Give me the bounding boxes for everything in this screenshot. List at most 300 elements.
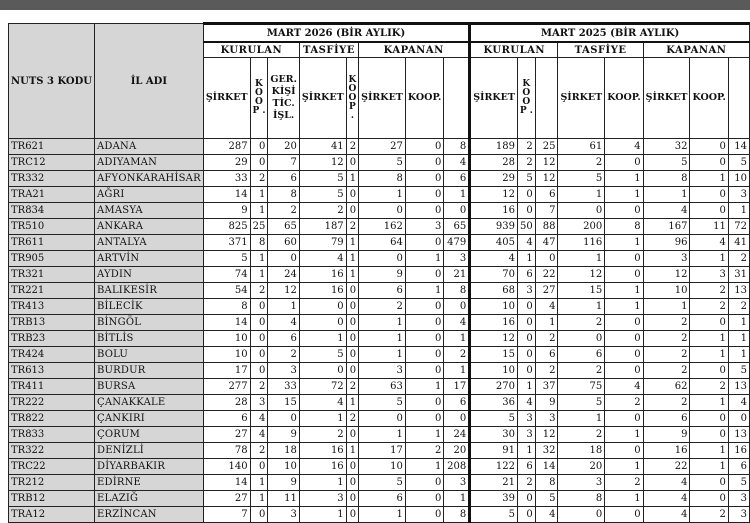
value-cell: 12	[470, 331, 518, 347]
value-cell: 1	[728, 315, 749, 331]
value-cell: 0	[605, 251, 643, 267]
value-cell: 88	[535, 219, 558, 235]
province-name-cell: EDİRNE	[94, 475, 203, 491]
col-sirket: ŞİRKET	[299, 58, 346, 139]
col-sirket: ŞİRKET	[203, 58, 250, 139]
value-cell: 10	[268, 459, 300, 475]
value-cell: 3	[444, 475, 470, 491]
value-cell: 2	[444, 347, 470, 363]
value-cell: 0	[558, 507, 605, 523]
value-cell: 270	[470, 379, 518, 395]
value-cell: 31	[728, 267, 749, 283]
value-cell: 0	[405, 235, 443, 251]
value-cell: 0	[250, 507, 268, 523]
value-cell: 2	[405, 443, 443, 459]
period-2026-header: MART 2026 (BİR AYLIK)	[203, 24, 469, 43]
value-cell: 1	[346, 251, 358, 267]
province-name-cell: ÇANKIRI	[94, 411, 203, 427]
value-cell: 0	[605, 507, 643, 523]
value-cell: 36	[470, 395, 518, 411]
table-row	[9, 235, 750, 251]
value-cell: 2	[690, 379, 728, 395]
value-cell: 15	[268, 395, 300, 411]
value-cell: 0	[346, 331, 358, 347]
value-cell: 5	[643, 155, 690, 171]
value-cell: 1	[405, 251, 443, 267]
value-cell: 1	[359, 315, 406, 331]
value-cell: 5	[470, 507, 518, 523]
value-cell: 0	[346, 315, 358, 331]
value-cell: 0	[690, 155, 728, 171]
province-name-cell: AYDIN	[94, 267, 203, 283]
table-row	[9, 331, 750, 347]
value-cell: 6	[359, 491, 406, 507]
value-cell: 9	[268, 475, 300, 491]
value-cell: 5	[558, 171, 605, 187]
value-cell: 0	[299, 363, 346, 379]
value-cell: 0	[346, 283, 358, 299]
value-cell: 32	[643, 139, 690, 155]
value-cell: 17	[444, 379, 470, 395]
value-cell: 10	[359, 459, 406, 475]
value-cell: 1	[517, 251, 535, 267]
value-cell: 1	[250, 267, 268, 283]
value-cell: 0	[268, 411, 300, 427]
value-cell: 0	[405, 507, 443, 523]
value-cell: 0	[405, 299, 443, 315]
value-cell: 25	[250, 219, 268, 235]
province-name-cell: ANKARA	[94, 219, 203, 235]
value-cell: 1	[444, 331, 470, 347]
province-name-cell: BALIKESİR	[94, 283, 203, 299]
value-cell: 0	[346, 427, 358, 443]
value-cell: 167	[643, 219, 690, 235]
value-cell: 16	[299, 459, 346, 475]
value-cell: 5	[728, 475, 749, 491]
value-cell: 2	[359, 299, 406, 315]
value-cell: 1	[605, 299, 643, 315]
province-name-cell: BİTLİS	[94, 331, 203, 347]
value-cell: 24	[444, 427, 470, 443]
value-cell: 1	[359, 427, 406, 443]
nuts-code-cell: TR413	[9, 299, 95, 315]
value-cell: 2	[605, 475, 643, 491]
kapanan-2026-header: KAPANAN	[359, 42, 470, 58]
value-cell: 0	[690, 363, 728, 379]
value-cell: 2	[250, 379, 268, 395]
table-row	[9, 219, 750, 235]
value-cell: 0	[405, 139, 443, 155]
value-cell: 1	[346, 443, 358, 459]
value-cell: 28	[203, 395, 250, 411]
value-cell: 1	[359, 187, 406, 203]
value-cell: 65	[268, 219, 300, 235]
value-cell: 8	[359, 171, 406, 187]
value-cell: 0	[517, 507, 535, 523]
kapanan-2025-header: KAPANAN	[643, 42, 749, 58]
value-cell: 2	[605, 395, 643, 411]
value-cell: 3	[268, 363, 300, 379]
province-name-cell: ELAZIĞ	[94, 491, 203, 507]
value-cell: 2	[728, 251, 749, 267]
value-cell: 17	[359, 443, 406, 459]
table-body	[9, 139, 750, 523]
value-cell: 8	[203, 299, 250, 315]
nuts-code-cell: TR321	[9, 267, 95, 283]
value-cell: 12	[299, 155, 346, 171]
value-cell: 5	[359, 395, 406, 411]
value-cell: 1	[299, 331, 346, 347]
value-cell: 2	[517, 155, 535, 171]
value-cell: 4	[535, 507, 558, 523]
value-cell: 1	[643, 187, 690, 203]
nuts-code-cell: TR834	[9, 203, 95, 219]
value-cell: 2	[558, 363, 605, 379]
value-cell: 0	[690, 411, 728, 427]
value-cell: 5	[299, 347, 346, 363]
col-sirket: ŞİRKET	[470, 58, 518, 139]
value-cell: 0	[405, 267, 443, 283]
value-cell: 0	[517, 187, 535, 203]
value-cell: 62	[643, 379, 690, 395]
value-cell: 9	[203, 203, 250, 219]
value-cell: 2	[690, 507, 728, 523]
table-row	[9, 459, 750, 475]
value-cell: 1	[444, 363, 470, 379]
value-cell: 79	[299, 235, 346, 251]
value-cell: 0	[444, 203, 470, 219]
table-row	[9, 347, 750, 363]
table-row	[9, 315, 750, 331]
nuts-code-cell: TRC22	[9, 459, 95, 475]
value-cell: 0	[250, 315, 268, 331]
value-cell: 0	[444, 411, 470, 427]
value-cell: 1	[346, 395, 358, 411]
nuts-code-cell: TR424	[9, 347, 95, 363]
value-cell: 1	[643, 299, 690, 315]
value-cell: 4	[470, 251, 518, 267]
value-cell: 1	[359, 347, 406, 363]
value-cell: 6	[268, 171, 300, 187]
value-cell: 11	[268, 491, 300, 507]
value-cell: 0	[690, 315, 728, 331]
value-cell: 16	[299, 267, 346, 283]
value-cell: 8	[535, 475, 558, 491]
value-cell: 0	[605, 155, 643, 171]
value-cell: 65	[444, 219, 470, 235]
value-cell: 3	[728, 507, 749, 523]
value-cell: 0	[690, 139, 728, 155]
nuts-code-cell: TR905	[9, 251, 95, 267]
value-cell: 1	[444, 187, 470, 203]
value-cell: 15	[470, 347, 518, 363]
value-cell: 371	[203, 235, 250, 251]
kurulan-2025-header: KURULAN	[470, 42, 558, 58]
value-cell: 4	[605, 379, 643, 395]
value-cell: 78	[203, 443, 250, 459]
value-cell: 2	[690, 283, 728, 299]
value-cell: 200	[558, 219, 605, 235]
value-cell: 4	[690, 235, 728, 251]
value-cell: 0	[517, 347, 535, 363]
nuts-code-cell: TR833	[9, 427, 95, 443]
value-cell: 10	[203, 347, 250, 363]
value-cell: 4	[444, 315, 470, 331]
value-cell: 0	[299, 299, 346, 315]
value-cell: 16	[299, 443, 346, 459]
value-cell: 4	[517, 395, 535, 411]
value-cell: 1	[605, 235, 643, 251]
value-cell: 2	[728, 299, 749, 315]
value-cell: 4	[250, 411, 268, 427]
value-cell: 6	[517, 459, 535, 475]
value-cell: 7	[268, 155, 300, 171]
tasfiye-2025-header: TASFİYE	[558, 42, 643, 58]
value-cell: 22	[535, 267, 558, 283]
province-name-cell: BURDUR	[94, 363, 203, 379]
value-cell: 5	[535, 491, 558, 507]
col-koop: K O O P .	[250, 58, 268, 139]
province-name-cell: AĞRI	[94, 187, 203, 203]
value-cell: 12	[470, 187, 518, 203]
value-cell: 1	[299, 475, 346, 491]
province-name-cell: BİNGÖL	[94, 315, 203, 331]
value-cell: 0	[690, 187, 728, 203]
value-cell: 12	[535, 171, 558, 187]
value-cell: 1	[558, 299, 605, 315]
value-cell: 3	[517, 411, 535, 427]
value-cell: 5	[359, 155, 406, 171]
value-cell: 0	[605, 331, 643, 347]
value-cell: 8	[250, 235, 268, 251]
value-cell: 8	[444, 283, 470, 299]
value-cell: 6	[558, 347, 605, 363]
value-cell: 8	[444, 139, 470, 155]
value-cell: 0	[359, 203, 406, 219]
value-cell: 6	[268, 331, 300, 347]
value-cell: 6	[203, 411, 250, 427]
value-cell: 1	[250, 491, 268, 507]
col-koop: K O O P .	[517, 58, 535, 139]
nuts-code-header: NUTS 3 KODU	[9, 24, 95, 139]
table-row	[9, 507, 750, 523]
value-cell: 1	[444, 491, 470, 507]
value-cell: 8	[605, 219, 643, 235]
value-cell: 4	[268, 315, 300, 331]
col-sirket: ŞİRKET	[558, 58, 605, 139]
value-cell: 3	[643, 251, 690, 267]
value-cell: 0	[405, 491, 443, 507]
col-sirket: ŞİRKET	[359, 58, 406, 139]
value-cell: 0	[517, 491, 535, 507]
value-cell: 162	[359, 219, 406, 235]
value-cell: 2	[250, 171, 268, 187]
value-cell: 12	[535, 155, 558, 171]
table-row	[9, 475, 750, 491]
value-cell: 2	[299, 427, 346, 443]
value-cell: 4	[643, 475, 690, 491]
value-cell: 3	[728, 491, 749, 507]
value-cell: 187	[299, 219, 346, 235]
value-cell: 70	[470, 267, 518, 283]
table-row	[9, 443, 750, 459]
value-cell: 2	[535, 331, 558, 347]
value-cell: 2	[558, 315, 605, 331]
value-cell: 140	[203, 459, 250, 475]
value-cell: 63	[359, 379, 406, 395]
window-top-bar	[0, 0, 750, 10]
nuts-code-cell: TR222	[9, 395, 95, 411]
value-cell: 37	[535, 379, 558, 395]
value-cell: 0	[250, 363, 268, 379]
table-row	[9, 379, 750, 395]
value-cell: 1	[268, 299, 300, 315]
province-name-cell: AFYONKARAHİSAR	[94, 171, 203, 187]
value-cell: 825	[203, 219, 250, 235]
value-cell: 0	[250, 299, 268, 315]
value-cell: 96	[643, 235, 690, 251]
value-cell: 6	[535, 187, 558, 203]
value-cell: 7	[535, 203, 558, 219]
value-cell: 1	[405, 379, 443, 395]
value-cell: 1	[690, 395, 728, 411]
value-cell: 1	[359, 331, 406, 347]
value-cell: 3	[690, 267, 728, 283]
value-cell: 0	[346, 363, 358, 379]
value-cell: 2	[250, 283, 268, 299]
value-cell: 3	[444, 251, 470, 267]
value-cell: 2	[517, 139, 535, 155]
value-cell: 2	[535, 363, 558, 379]
value-cell: 6	[643, 411, 690, 427]
value-cell: 10	[203, 331, 250, 347]
value-cell: 2	[690, 299, 728, 315]
value-cell: 2	[643, 363, 690, 379]
value-cell: 27	[203, 427, 250, 443]
value-cell: 14	[728, 139, 749, 155]
value-cell: 4	[728, 395, 749, 411]
value-cell: 1	[535, 315, 558, 331]
value-cell: 5	[299, 187, 346, 203]
province-name-cell: BURSA	[94, 379, 203, 395]
value-cell: 13	[728, 379, 749, 395]
province-name-cell: ARTVİN	[94, 251, 203, 267]
value-cell: 11	[690, 219, 728, 235]
value-cell: 41	[728, 235, 749, 251]
table-row	[9, 187, 750, 203]
value-cell: 14	[203, 187, 250, 203]
value-cell: 1	[605, 187, 643, 203]
value-cell: 27	[359, 139, 406, 155]
value-cell: 1	[299, 507, 346, 523]
nuts-code-cell: TR322	[9, 443, 95, 459]
value-cell: 1	[346, 267, 358, 283]
province-name-cell: ERZİNCAN	[94, 507, 203, 523]
nuts-code-cell: TRC12	[9, 155, 95, 171]
value-cell: 0	[250, 155, 268, 171]
value-cell: 0	[444, 299, 470, 315]
value-cell: 33	[203, 171, 250, 187]
value-cell: 0	[558, 331, 605, 347]
nuts-code-cell: TRA21	[9, 187, 95, 203]
value-cell: 2	[643, 347, 690, 363]
value-cell: 50	[517, 219, 535, 235]
nuts-code-cell: TRB13	[9, 315, 95, 331]
table-row	[9, 203, 750, 219]
value-cell: 9	[643, 427, 690, 443]
value-cell: 10	[470, 363, 518, 379]
nuts-code-cell: TR411	[9, 379, 95, 395]
value-cell: 1	[558, 251, 605, 267]
value-cell: 0	[405, 187, 443, 203]
value-cell: 1	[558, 411, 605, 427]
value-cell: 10	[643, 283, 690, 299]
table-row	[9, 363, 750, 379]
tasfiye-2026-header: TASFİYE	[299, 42, 358, 58]
value-cell: 0	[359, 251, 406, 267]
value-cell: 20	[268, 139, 300, 155]
nuts-code-cell: TR221	[9, 283, 95, 299]
value-cell: 0	[405, 395, 443, 411]
value-cell: 1	[690, 171, 728, 187]
value-cell: 10	[470, 299, 518, 315]
value-cell: 1	[405, 427, 443, 443]
value-cell: 3	[558, 475, 605, 491]
value-cell: 0	[250, 139, 268, 155]
value-cell: 9	[359, 267, 406, 283]
value-cell: 1	[250, 203, 268, 219]
value-cell: 74	[203, 267, 250, 283]
value-cell: 0	[346, 475, 358, 491]
value-cell: 15	[558, 283, 605, 299]
value-cell: 13	[728, 427, 749, 443]
document-page	[0, 10, 750, 520]
value-cell: 1	[359, 507, 406, 523]
value-cell: 68	[470, 283, 518, 299]
value-cell: 54	[203, 283, 250, 299]
value-cell: 8	[444, 507, 470, 523]
province-name-cell: BOLU	[94, 347, 203, 363]
value-cell: 3	[299, 491, 346, 507]
value-cell: 5	[728, 363, 749, 379]
value-cell: 2	[643, 331, 690, 347]
value-cell: 0	[405, 315, 443, 331]
value-cell: 2	[643, 395, 690, 411]
value-cell: 1	[728, 347, 749, 363]
value-cell: 1	[299, 411, 346, 427]
value-cell: 1	[690, 443, 728, 459]
value-cell: 16	[728, 443, 749, 459]
value-cell: 1	[517, 379, 535, 395]
nuts-code-cell: TRA12	[9, 507, 95, 523]
value-cell: 0	[346, 299, 358, 315]
value-cell: 1	[690, 251, 728, 267]
value-cell: 9	[268, 427, 300, 443]
province-name-cell: ÇANAKKALE	[94, 395, 203, 411]
value-cell: 5	[728, 155, 749, 171]
value-cell: 8	[643, 171, 690, 187]
value-cell: 47	[535, 235, 558, 251]
value-cell: 16	[643, 443, 690, 459]
value-cell: 6	[517, 267, 535, 283]
value-cell: 4	[643, 491, 690, 507]
value-cell: 0	[690, 491, 728, 507]
value-cell: 0	[605, 315, 643, 331]
value-cell: 6	[359, 283, 406, 299]
value-cell: 21	[470, 475, 518, 491]
value-cell: 0	[346, 187, 358, 203]
nuts-code-cell: TR212	[9, 475, 95, 491]
